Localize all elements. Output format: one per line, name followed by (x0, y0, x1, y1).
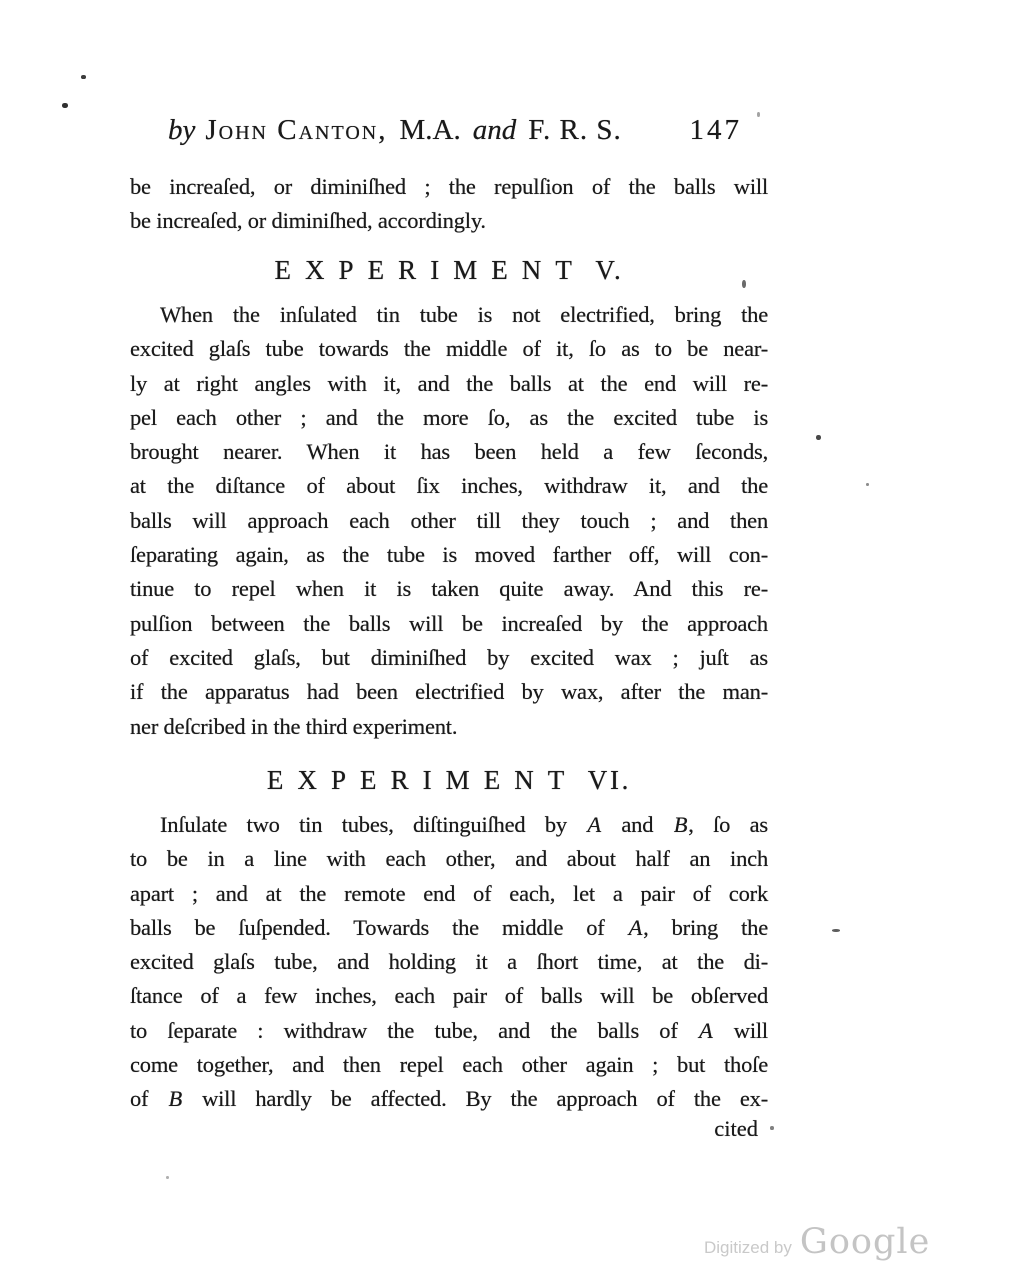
page-header (130, 114, 768, 147)
header-author-name: John Canton, (205, 114, 388, 146)
text-line: balls will approach each other till they touch ; and then (130, 507, 768, 533)
text-line: come together, and then repel each other again ; but thoſe (130, 1052, 768, 1078)
text-line: When the inſulated tin tube is not electrified, bring the (160, 302, 768, 327)
text-line: pulſion between the balls will be increaſed by the approach (130, 610, 768, 636)
scan-speck (757, 112, 760, 117)
header-frs: F. R. S. (528, 114, 622, 146)
text-line: to ſeparate : withdraw the tube, and the balls of A will (130, 1017, 768, 1043)
header-by: by (168, 114, 196, 146)
scan-speck (81, 75, 86, 79)
scan-speck (832, 929, 840, 932)
text-line: tinue to repel when it is taken quite away. And this re- (130, 576, 768, 602)
header-and: and (472, 114, 517, 146)
text-line: excited glaſs tube towards the middle of it, ſo as to be near- (130, 336, 768, 362)
experiment-5-heading-numeral: V. (595, 255, 624, 285)
text-line: at the diſtance of about ſix inches, withdraw it, and the (130, 473, 768, 499)
page-number: 147 (689, 114, 742, 146)
text-line: be increaſed, or diminiſhed, accordingly. (130, 208, 486, 234)
text-line: be increaſed, or diminiſhed ; the repulſion of the balls will (130, 174, 768, 199)
text-line: to be in a line with each other, and about half an inch (130, 846, 768, 872)
text-line: pel each other ; and the more ſo, as the excited tube is (130, 404, 768, 430)
scan-speck (770, 1126, 774, 1130)
experiment-6-heading (130, 764, 768, 796)
scan-speck (166, 1176, 169, 1179)
text-line: ner deſcribed in the third experiment. (130, 713, 458, 739)
experiment-5-heading (130, 254, 768, 286)
text-line: of excited glaſs, but diminiſhed by excited wax ; juſt as (130, 644, 768, 670)
text-line: excited glaſs tube, and holding it a ſhort time, at the di- (130, 949, 768, 975)
google-logo: Google (799, 1222, 931, 1262)
text-line: ſeparating again, as the tube is moved farther off, will con- (130, 542, 768, 568)
text-line: if the apparatus had been electrified by wax, after the man- (130, 679, 768, 705)
google-watermark (704, 1222, 930, 1262)
scan-speck (742, 280, 746, 288)
experiment-6-heading-numeral: VI. (587, 765, 632, 795)
watermark-prefix: Digitized by (704, 1238, 792, 1257)
continuation-paragraph (130, 170, 768, 239)
experiment-5-paragraph (130, 298, 768, 744)
text-line: of B will hardly be affected. By the approach of the ex- (130, 1086, 768, 1112)
text-line: Inſulate two tin tubes, diſtinguiſhed by A and B, ſo as (160, 812, 768, 837)
scan-speck (62, 103, 68, 108)
text-line: balls be ſuſpended. Towards the middle of A, bring the (130, 914, 768, 940)
experiment-6-paragraph (130, 808, 768, 1117)
experiment-5-heading-word: EXPERIMENT (274, 255, 586, 285)
catchword: cited (714, 1116, 758, 1141)
text-line: ſtance of a few inches, each pair of balls will be obſerved (130, 983, 768, 1009)
text-line: brought nearer. When it has been held a few ſeconds, (130, 439, 768, 465)
scan-speck (816, 435, 821, 440)
text-line: ly at right angles with it, and the balls at the end will re- (130, 370, 768, 396)
header-degrees: M.A. (399, 114, 461, 146)
scan-speck (866, 483, 869, 486)
text-line: apart ; and at the remote end of each, let a pair of cork (130, 880, 768, 906)
experiment-6-heading-word: EXPERIMENT (266, 765, 579, 795)
